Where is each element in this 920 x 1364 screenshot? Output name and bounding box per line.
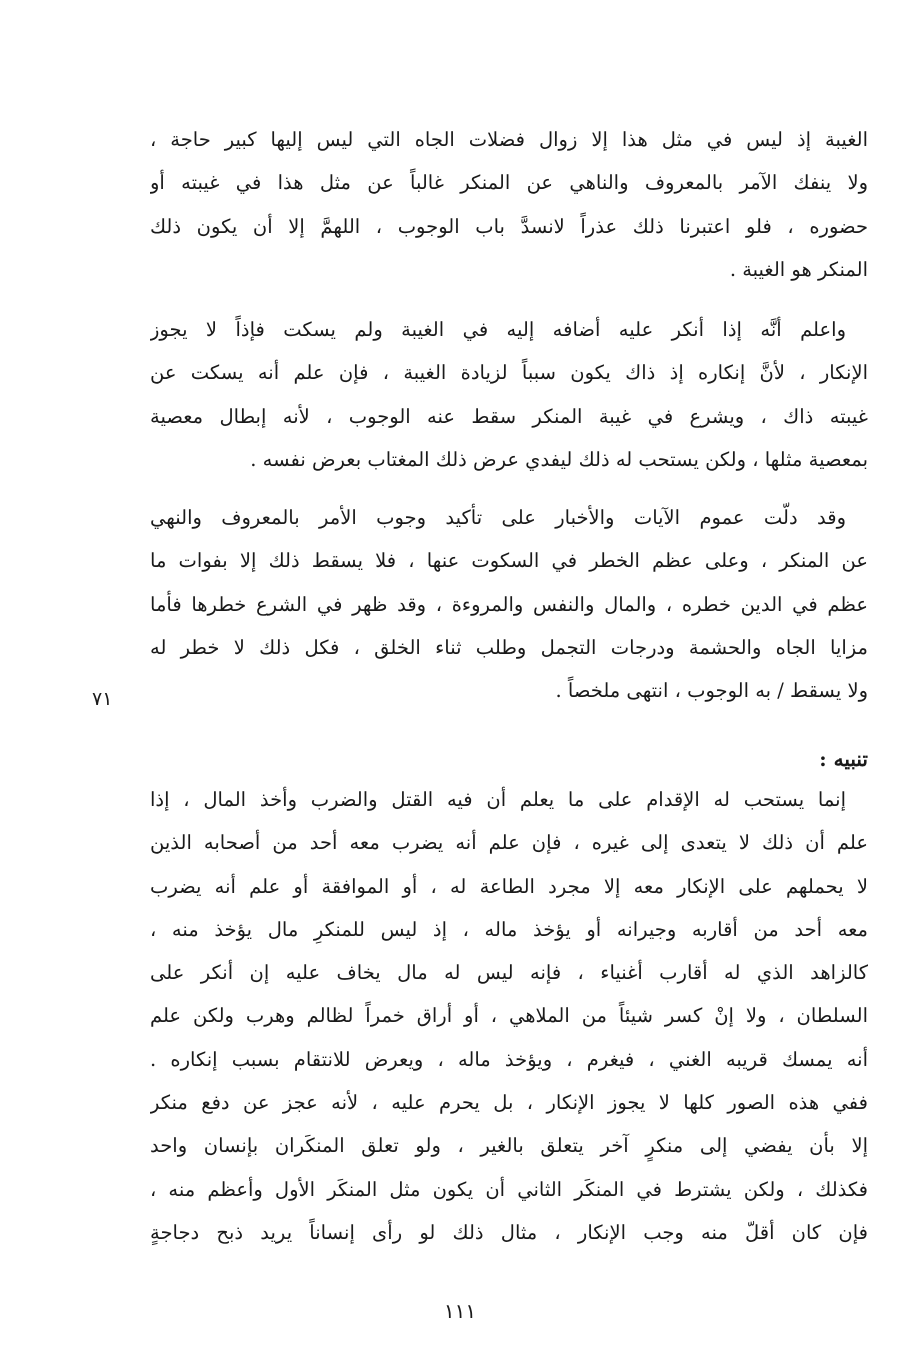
text-line: فكذلك ، ولكن يشترط في المنكَر الثاني أن يكون مثل المنكَر الأول وأعظم منه ، bbox=[150, 1177, 868, 1201]
text-line: ولا ينفك الآمر بالمعروف والناهي عن المنكر غالباً عن مثل هذا في غيبته أو bbox=[150, 171, 868, 195]
text-line: بمعصية مثلها ، ولكن يستحب له ذلك ليفدي عرض ذلك المغتاب بعرض نفسه . bbox=[250, 447, 868, 471]
text-line: لا يحملهم على الإنكار معه إلا مجرد الطاعة له ، أو الموافقة أو علم أنه يضرب bbox=[150, 874, 868, 898]
text-line: إلا بأن يفضي إلى منكرٍ آخر يتعلق بالغير ، ولو تعلق المنكَران بإنسان واحد bbox=[150, 1134, 868, 1158]
section-heading: تنبيه : bbox=[819, 747, 868, 771]
text-line: واعلم أنَّه إذا أنكر عليه أضافه إليه في الغيبة ولم يسكت فإذاً لا يجوز bbox=[150, 318, 846, 341]
text-line: أنه يمسك قريبه الغني ، فيغرم ، ويؤخذ ماله ، ويعرض للانتقام بسبب إنكاره . bbox=[150, 1047, 868, 1071]
text-line: فإن كان أقلّ منه وجب الإنكار ، مثال ذلك لو رأى إنساناً يريد ذبح دجاجةٍ bbox=[150, 1220, 868, 1244]
text-line: إنما يستحب له الإقدام على ما يعلم أن فيه القتل والضرب وأخذ المال ، إذا bbox=[150, 788, 846, 811]
text-line: علم أن ذلك لا يتعدى إلى غيره ، فإن علم أنه يضرب معه أحد من أصحابه الذين bbox=[150, 831, 868, 855]
paragraph-2 bbox=[150, 308, 868, 481]
text-line: مزايا الجاه والحشمة ودرجات التجمل وطلب ثناء الخلق ، فكل ذلك لا خطر له bbox=[150, 635, 868, 659]
text-line: السلطان ، ولا إنْ كسر شيئاً من الملاهي ، أو أراق خمراً لظالم وهرب ولكن علم bbox=[150, 1004, 868, 1028]
text-line: ولا يسقط / به الوجوب ، انتهى ملخصاً . bbox=[555, 679, 868, 703]
text-line: عظم في الدين خطره ، والمال والنفس والمروءة ، وقد ظهر في الشرع خطرها فأما bbox=[150, 592, 868, 616]
paragraph-1 bbox=[150, 118, 868, 291]
text-line: حضوره ، فلو اعتبرنا ذلك عذراً لانسدَّ باب الوجوب ، اللهمَّ إلا أن يكون ذلك bbox=[150, 214, 868, 238]
text-line: الإنكار ، لأنَّ إنكاره إذ ذاك يكون سبباً لزيادة الغيبة ، فإن علم أنه يسكت عن bbox=[150, 361, 868, 385]
text-line: كالزاهد الذي له أقارب أغنياء ، فإنه ليس له مال يخاف عليه إن أنكر على bbox=[150, 961, 868, 985]
text-line: ففي هذه الصور كلها لا يجوز الإنكار ، بل يحرم عليه ، لأنه عجز عن دفع منكر bbox=[150, 1091, 868, 1115]
page-number: ١١١ bbox=[443, 1299, 477, 1323]
margin-reference-number: ٧١ bbox=[92, 688, 113, 710]
text-line: عن المنكر ، وعلى عظم الخطر في السكوت عنها ، فلا يسقط ذلك إلا بفوات ما bbox=[150, 549, 868, 573]
text-line: وقد دلّت عموم الآيات والأخبار على تأكيد وجوب الأمر بالمعروف والنهي bbox=[150, 506, 846, 529]
paragraph-3 bbox=[150, 496, 868, 712]
paragraph-4 bbox=[150, 778, 868, 1254]
text-line: معه أحد من أقاربه وجيرانه أو يؤخذ ماله ، إذ ليس للمنكرِ مال يؤخذ منه ، bbox=[150, 917, 868, 941]
text-line: المنكر هو الغيبة . bbox=[729, 257, 868, 281]
text-line: الغيبة إذ ليس في مثل هذا إلا زوال فضلات الجاه التي ليس إليها كبير حاجة ، bbox=[150, 128, 868, 151]
text-line: غيبته ذاك ، ويشرع في غيبة المنكر سقط عنه الوجوب ، لأنه إبطال معصية bbox=[150, 404, 868, 428]
